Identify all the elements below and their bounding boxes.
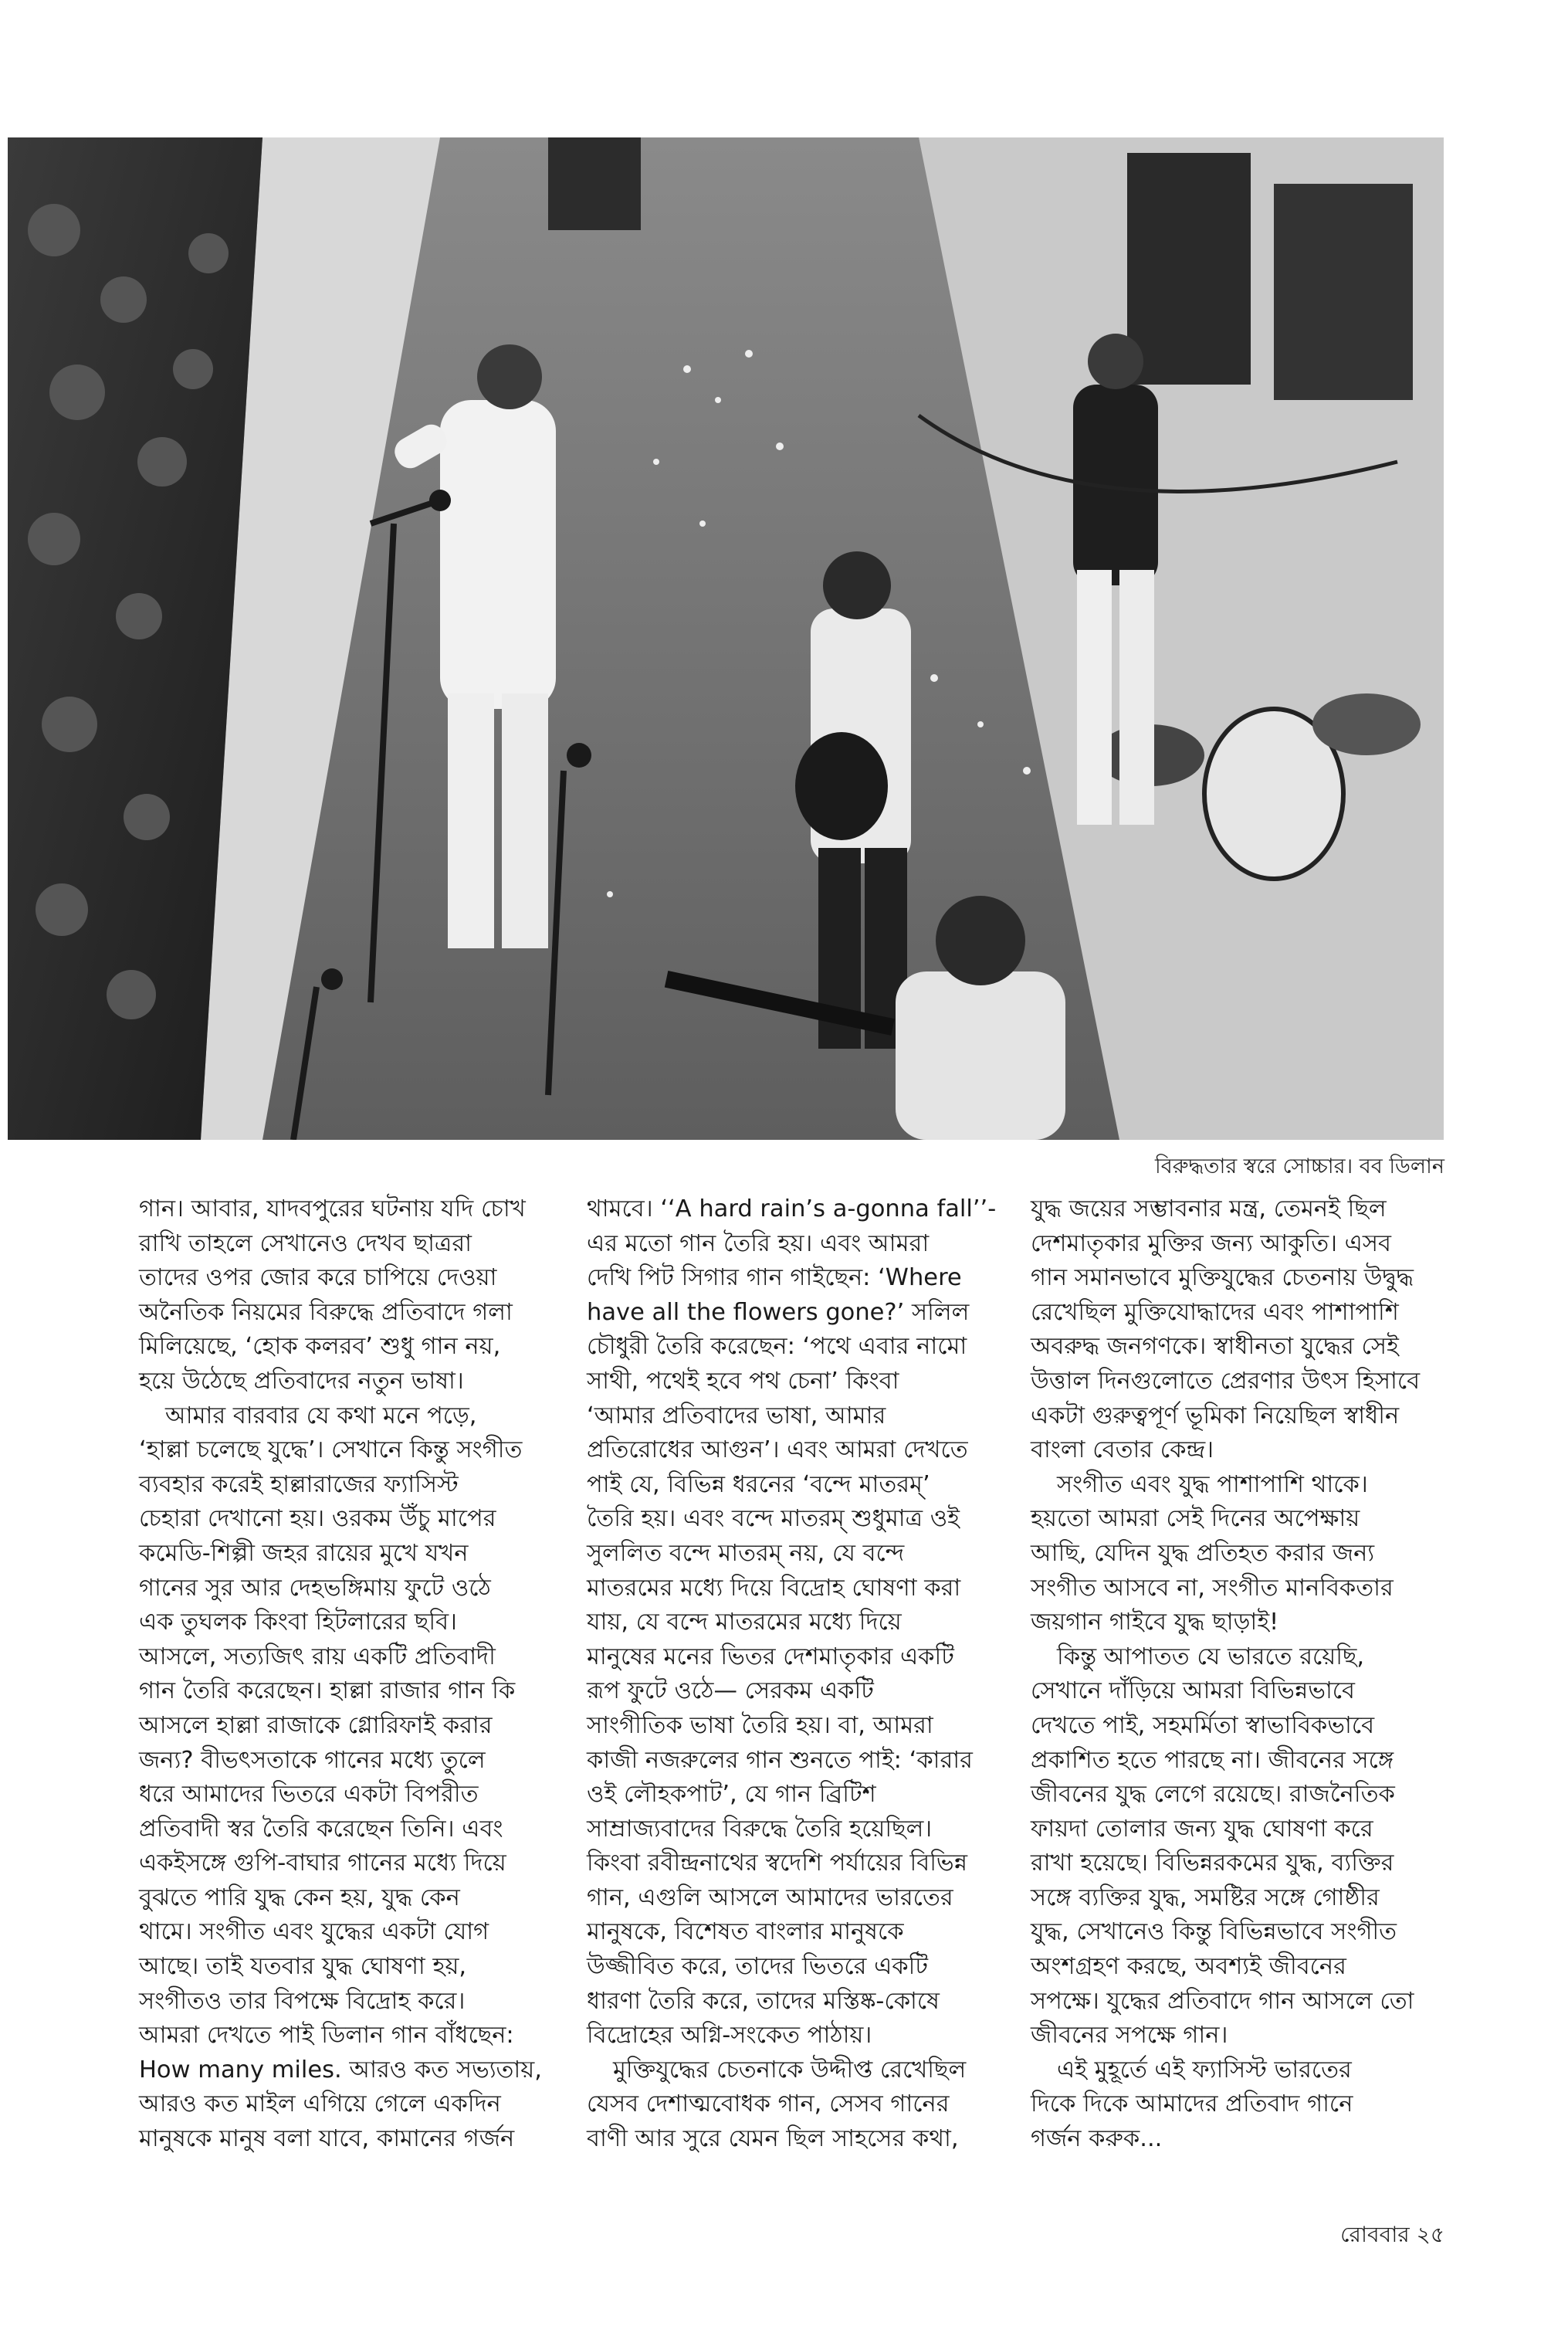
text-line: গান। আবার, যাদবপুরের ঘটনায় যদি চোখ: [139, 1195, 526, 1222]
text-line: সংগীতও তার বিপক্ষে বিদ্রোহ করে।: [139, 1987, 466, 2015]
text-column-1: [139, 1192, 556, 2157]
text-line: আছে। তাই যতবার যুদ্ধ ঘোষণা হয়,: [139, 1953, 467, 1981]
text-line: মিলিয়েছে, ‘হোক কলরব’ শুধু গান নয়,: [139, 1333, 501, 1361]
page-folio: রোববার ২৫: [1340, 2222, 1444, 2247]
text-line: have all the flowers gone?’ সলিল: [587, 1298, 970, 1326]
text-line: এই মুহূর্তে এই ফ্যাসিস্ট ভারতের: [1057, 2056, 1352, 2084]
text-line: আসলে হাল্লা রাজাকে গ্লোরিফাই করার: [139, 1711, 493, 1739]
text-line: অনৈতিক নিয়মের বিরুদ্ধে প্রতিবাদে গলা: [139, 1298, 513, 1326]
text-line: প্রতিবাদী স্বর তৈরি করেছেন তিনি। এবং: [139, 1815, 503, 1843]
text-line: প্রতিরোধের আগুন’। এবং আমরা দেখতে: [587, 1436, 968, 1464]
text-line: রাখা হয়েছে। বিভিন্নরকমের যুদ্ধ, ব্যক্তির: [1031, 1850, 1394, 1877]
text-line: থামবে। ‘‘A hard rain’s a-gonna fall’’-: [587, 1195, 997, 1222]
text-line: সাথী, পথেই হবে পথ চেনা’ কিংবা: [587, 1367, 899, 1395]
text-line: দেখি পিট সিগার গান গাইছেন: ‘Where: [587, 1264, 962, 1292]
text-line: ধরে আমাদের ভিতরে একটা বিপরীত: [139, 1781, 479, 1809]
text-line: গান, এগুলি আসলে আমাদের ভারতের: [587, 1884, 953, 1911]
text-line: মানুষকে, বিশেষত বাংলার মানুষকে: [587, 1918, 904, 1946]
text-line: আসলে, সত্যজিৎ রায় একটি প্রতিবাদী: [139, 1643, 496, 1670]
text-line: কিন্তু আপাতত যে ভারতে রয়েছি,: [1057, 1643, 1365, 1670]
text-line: তাদের ওপর জোর করে চাপিয়ে দেওয়া: [139, 1264, 497, 1292]
text-line: চৌধুরী তৈরি করেছেন: ‘পথে এবার নামো: [587, 1333, 967, 1361]
text-line: ফায়দা তোলার জন্য যুদ্ধ ঘোষণা করে: [1031, 1815, 1373, 1843]
text-line: একটা গুরুত্বপূর্ণ ভূমিকা নিয়েছিল স্বাধীন: [1031, 1402, 1400, 1429]
text-line: বাণী আর সুরে যেমন ছিল সাহসের কথা,: [587, 2125, 959, 2153]
text-line: এর মতো গান তৈরি হয়। এবং আমরা: [587, 1229, 930, 1257]
text-line: মুক্তিযুদ্ধের চেতনাকে উদ্দীপ্ত রেখেছিল: [613, 2056, 967, 2084]
text-line: কিংবা রবীন্দ্রনাথের স্বদেশি পর্যায়ের বিভিন্ন: [587, 1850, 968, 1877]
text-line: যুদ্ধ, সেখানেও কিন্তু বিভিন্নভাবে সংগীত: [1031, 1918, 1397, 1946]
text-line: সপক্ষে। যুদ্ধের প্রতিবাদে গান আসলে তো: [1031, 1987, 1414, 2015]
text-line: সঙ্গে ব্যক্তির যুদ্ধ, সমষ্টির সঙ্গে গোষ্ঠীর: [1031, 1884, 1380, 1911]
text-line: অংশগ্রহণ করছে, অবশ্যই জীবনের: [1031, 1953, 1346, 1981]
text-line: এক তুঘলক কিংবা হিটলারের ছবি।: [139, 1609, 457, 1636]
text-line: দিকে দিকে আমাদের প্রতিবাদ গানে: [1031, 2090, 1353, 2118]
text-line: সাংগীতিক ভাষা তৈরি হয়। বা, আমরা: [587, 1711, 933, 1739]
text-line: গান তৈরি করেছেন। হাল্লা রাজার গান কি: [139, 1677, 516, 1705]
text-line: অবরুদ্ধ জনগণকে। স্বাধীনতা যুদ্ধের সেই: [1031, 1333, 1399, 1361]
text-line: মাতরমের মধ্যে দিয়ে বিদ্রোহ ঘোষণা করা: [587, 1574, 961, 1602]
text-line: যায়, যে বন্দে মাতরমের মধ্যে দিয়ে: [587, 1609, 902, 1636]
text-line: সংগীত এবং যুদ্ধ পাশাপাশি থাকে।: [1057, 1470, 1368, 1498]
photo-caption: বিরুদ্ধতার স্বরে সোচ্চার। বব ডিলান: [1154, 1155, 1444, 1178]
text-line: প্রকাশিত হতে পারছে না। জীবনের সঙ্গে: [1031, 1746, 1394, 1774]
text-line: চেহারা দেখানো হয়। ওরকম উঁচু মাপের: [139, 1505, 496, 1533]
text-line: জীবনের যুদ্ধ লেগে রয়েছে। রাজনৈতিক: [1031, 1781, 1395, 1809]
text-line: পাই যে, বিভিন্ন ধরনের ‘বন্দে মাতরম্’: [587, 1470, 930, 1498]
text-line: আমরা দেখতে পাই ডিলান গান বাঁধছেন:: [139, 2022, 514, 2050]
text-line: ধারণা তৈরি করে, তাদের মস্তিষ্ক-কোষে: [587, 1987, 940, 2015]
text-line: আমার বারবার যে কথা মনে পড়ে,: [165, 1402, 477, 1429]
text-line: সেখানে দাঁড়িয়ে আমরা বিভিন্নভাবে: [1031, 1677, 1356, 1705]
text-line: সংগীত আসবে না, সংগীত মানবিকতার: [1031, 1574, 1394, 1602]
text-line: গান সমানভাবে মুক্তিযুদ্ধের চেতনায় উদ্বুদ্ধ: [1031, 1264, 1414, 1292]
text-line: দেশমাতৃকার মুক্তির জন্য আকুতি। এসব: [1031, 1229, 1392, 1257]
text-line: যুদ্ধ জয়ের সম্ভাবনার মন্ত্র, তেমনই ছিল: [1031, 1195, 1387, 1222]
text-line: জয়গান গাইবে যুদ্ধ ছাড়াই!: [1031, 1609, 1279, 1636]
text-line: ব্যবহার করেই হাল্লারাজের ফ্যাসিস্ট: [139, 1470, 459, 1498]
text-line: জীবনের সপক্ষে গান।: [1031, 2022, 1228, 2050]
text-line: রেখেছিল মুক্তিযোদ্ধাদের এবং পাশাপাশি: [1031, 1298, 1399, 1326]
text-line: দেখতে পাই, সহমর্মিতা স্বাভাবিকভাবে: [1031, 1711, 1375, 1739]
text-line: রূপ ফুটে ওঠে— সেরকম একটি: [587, 1677, 874, 1705]
text-column-2: [587, 1192, 1004, 2157]
text-column-3: [1031, 1192, 1448, 2157]
text-line: তৈরি হয়। এবং বন্দে মাতরম্ শুধুমাত্র ওই: [587, 1505, 960, 1533]
concert-photo-illustration: [8, 137, 1444, 1140]
text-line: উত্তাল দিনগুলোতে প্রেরণার উৎস হিসাবে: [1031, 1367, 1421, 1395]
text-line: How many miles. আরও কত সভ্যতায়,: [139, 2056, 542, 2084]
text-line: বিদ্রোহের অগ্নি-সংকেত পাঠায়।: [587, 2022, 872, 2050]
text-line: উজ্জীবিত করে, তাদের ভিতরে একটি: [587, 1953, 928, 1981]
text-line: ‘আমার প্রতিবাদের ভাষা, আমার: [587, 1402, 886, 1429]
text-line: কাজী নজরুলের গান শুনতে পাই: ‘কারার: [587, 1746, 973, 1774]
text-line: আছি, যেদিন যুদ্ধ প্রতিহত করার জন্য: [1031, 1539, 1375, 1567]
text-line: গর্জন করুক...: [1031, 2125, 1163, 2153]
text-line: রাখি তাহলে সেখানেও দেখব ছাত্ররা: [139, 1229, 472, 1257]
text-line: সাম্রাজ্যবাদের বিরুদ্ধে তৈরি হয়েছিল।: [587, 1815, 933, 1843]
concert-photo: [8, 137, 1444, 1140]
text-line: থামে। সংগীত এবং যুদ্ধের একটা যোগ: [139, 1918, 489, 1946]
text-line: হয়ে উঠেছে প্রতিবাদের নতুন ভাষা।: [139, 1367, 464, 1395]
text-line: মানুষের মনের ভিতর দেশমাতৃকার একটি: [587, 1643, 954, 1670]
text-line: ওই লৌহকপাট’, যে গান ব্রিটিশ: [587, 1781, 876, 1809]
text-line: জন্য? বীভৎসতাকে গানের মধ্যে তুলে: [139, 1746, 486, 1774]
text-line: গানের সুর আর দেহভঙ্গিমায় ফুটে ওঠে: [139, 1574, 491, 1602]
text-line: কমেডি-শিল্পী জহর রায়ের মুখে যখন: [139, 1539, 469, 1567]
text-line: ‘হাল্লা চলেছে যুদ্ধে’। সেখানে কিন্তু সংগীত: [139, 1436, 523, 1464]
text-line: বাংলা বেতার কেন্দ্র।: [1031, 1436, 1214, 1464]
text-line: সুললিত বন্দে মাতরম্ নয়, যে বন্দে: [587, 1539, 905, 1567]
text-line: একইসঙ্গে গুপি-বাঘার গানের মধ্যে দিয়ে: [139, 1850, 506, 1877]
text-line: যেসব দেশাত্মবোধক গান, সেসব গানের: [587, 2090, 950, 2118]
text-line: মানুষকে মানুষ বলা যাবে, কামানের গর্জন: [139, 2125, 515, 2153]
text-line: হয়তো আমরা সেই দিনের অপেক্ষায়: [1031, 1505, 1360, 1533]
text-line: বুঝতে পারি যুদ্ধ কেন হয়, যুদ্ধ কেন: [139, 1884, 460, 1911]
text-line: আরও কত মাইল এগিয়ে গেলে একদিন: [139, 2090, 501, 2118]
